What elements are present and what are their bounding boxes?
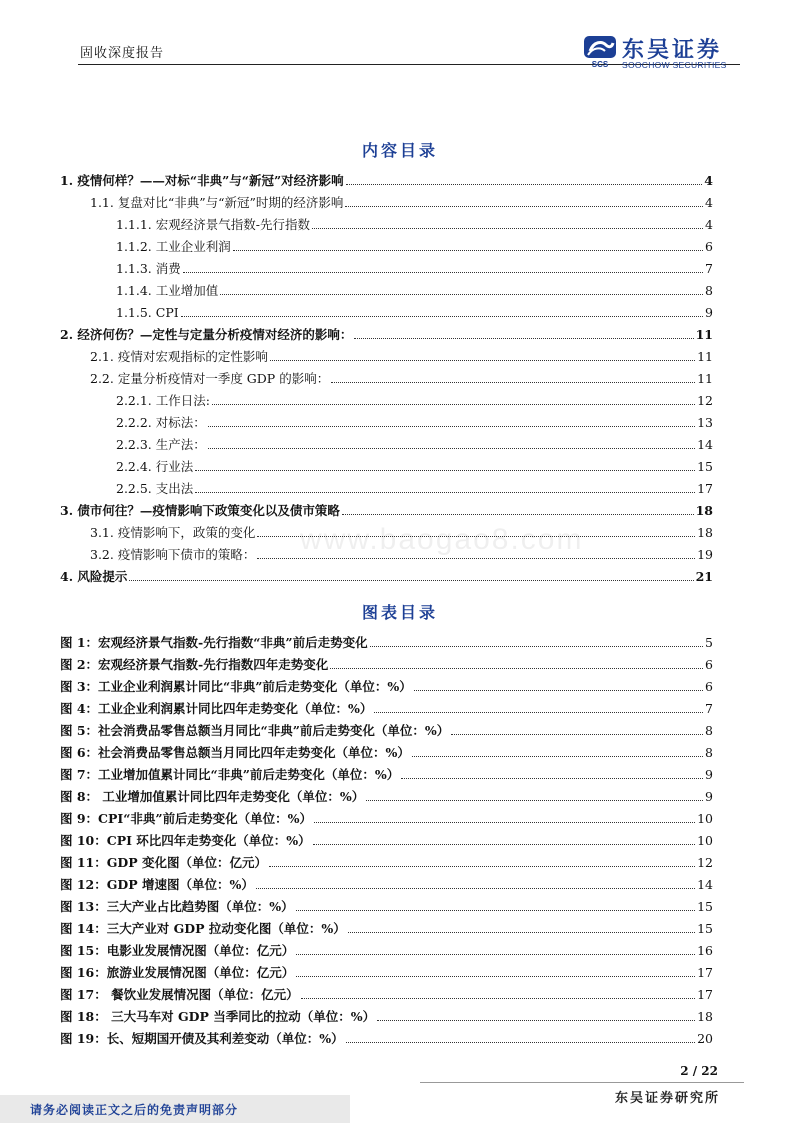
scs-logo-icon (582, 33, 618, 69)
fig-row[interactable] (60, 744, 713, 762)
toc-page: 18 (697, 525, 713, 540)
toc-label: 2.2.3. 生产法： (116, 437, 206, 452)
fig-row[interactable] (60, 766, 713, 784)
fig-label: 图 16：旅游业发展情况图（单位：亿元） (60, 965, 295, 980)
toc-row[interactable] (116, 260, 713, 278)
fig-page: 9 (705, 789, 713, 804)
fig-page: 18 (697, 1009, 713, 1024)
toc-label: 3.1. 疫情影响下，政策的变化 (90, 525, 256, 540)
fig-page: 16 (697, 943, 713, 958)
fig-label: 图 4：工业企业利润累计同比四年走势变化（单位：%） (60, 701, 373, 716)
fig-row[interactable] (60, 810, 713, 828)
brand-abbr: SCS (591, 60, 609, 69)
toc-label: 3.2. 疫情影响下债市的策略： (90, 547, 256, 562)
brand-name-en: SOOCHOW SECURITIES (622, 60, 727, 70)
toc-label: 1.1.1. 宏观经济景气指数-先行指数 (116, 217, 310, 232)
fig-label: 图 2：宏观经济景气指数-先行指数四年走势变化 (60, 657, 329, 672)
fig-row[interactable] (60, 876, 713, 894)
fig-label: 图 3：工业企业利润累计同比“非典”前后走势变化（单位：%） (60, 679, 412, 694)
toc-row[interactable] (116, 282, 713, 300)
fig-label: 图 7：工业增加值累计同比“非典”前后走势变化（单位：%） (60, 767, 400, 782)
fig-label: 图 18： 三大马车对 GDP 当季同比的拉动（单位：%） (60, 1009, 376, 1024)
footer-divider (420, 1082, 744, 1083)
fig-row[interactable] (60, 854, 713, 872)
toc-page: 4 (705, 217, 713, 232)
fig-label: 图 9：CPI“非典”前后走势变化（单位：%） (60, 811, 313, 826)
fig-row[interactable] (60, 722, 713, 740)
brand-logo (582, 33, 752, 73)
toc-label: 1.1.4. 工业增加值 (116, 283, 219, 298)
toc-title: 内容目录 (361, 141, 438, 160)
toc-row[interactable] (116, 216, 713, 234)
fig-page: 15 (697, 899, 713, 914)
toc-page: 11 (697, 371, 713, 386)
toc-label: 1.1.2. 工业企业利润 (116, 239, 231, 254)
toc-page: 14 (697, 437, 713, 452)
fig-page: 6 (705, 657, 713, 672)
toc-label: 2.2.5. 支出法 (116, 481, 194, 496)
toc-label: 1. 疫情何样？——对标“非典”与“新冠”对经济影响 (60, 173, 344, 188)
fig-page: 6 (705, 679, 713, 694)
toc-page: 17 (697, 481, 713, 496)
toc-row[interactable] (116, 304, 713, 322)
toc-page: 7 (705, 261, 713, 276)
toc-page: 8 (705, 283, 713, 298)
fig-page: 5 (705, 635, 713, 650)
toc-row[interactable] (116, 414, 713, 432)
fig-page: 8 (705, 723, 713, 738)
fig-row[interactable] (60, 634, 713, 652)
fig-label: 图 12：GDP 增速图（单位：%） (60, 877, 254, 892)
toc-page: 18 (695, 503, 713, 518)
fig-page: 10 (697, 833, 713, 848)
institute-name: 东吴证券研究所 (614, 1091, 720, 1106)
toc-page: 12 (697, 393, 713, 408)
fig-row[interactable] (60, 964, 713, 982)
fig-label: 图 17： 餐饮业发展情况图（单位：亿元） (60, 987, 299, 1002)
fig-page: 17 (697, 965, 713, 980)
fig-page: 17 (697, 987, 713, 1002)
watermark: www.baogao8.com (300, 523, 584, 556)
fig-label: 图 15：电影业发展情况图（单位：亿元） (60, 943, 295, 958)
toc-row[interactable] (90, 370, 713, 388)
fig-label: 图 1：宏观经济景气指数-先行指数“非典”前后走势变化 (60, 635, 368, 650)
report-type: 固收深度报告 (80, 46, 165, 61)
toc-row[interactable] (90, 348, 713, 366)
fig-label: 图 10：CPI 环比四年走势变化（单位：%） (60, 833, 311, 848)
fig-label: 图 5：社会消费品零售总额当月同比“非典”前后走势变化（单位：%） (60, 723, 450, 738)
fig-page: 8 (705, 745, 713, 760)
toc-label: 4. 风险提示 (60, 569, 128, 584)
toc-label: 1.1.5. CPI (116, 305, 179, 320)
fig-page: 9 (705, 767, 713, 782)
toc-row[interactable] (60, 326, 713, 344)
fig-label: 图 14：三大产业对 GDP 拉动变化图（单位：%） (60, 921, 346, 936)
toc-label: 2.2.4. 行业法 (116, 459, 194, 474)
fig-page: 15 (697, 921, 713, 936)
fig-row[interactable] (60, 1030, 713, 1048)
toc-row[interactable] (116, 458, 713, 476)
fig-row[interactable] (60, 832, 713, 850)
fig-label: 图 11：GDP 变化图（单位：亿元） (60, 855, 268, 870)
toc-page: 9 (705, 305, 713, 320)
fig-page: 7 (705, 701, 713, 716)
fig-row[interactable] (60, 1008, 713, 1026)
toc-row[interactable] (116, 238, 713, 256)
toc-page: 19 (697, 547, 713, 562)
brand-name-cn: 东吴证券 (622, 38, 723, 63)
toc-row[interactable] (60, 502, 713, 520)
toc-page: 4 (704, 173, 713, 188)
toc-page: 11 (695, 327, 713, 342)
toc-row[interactable] (60, 172, 713, 190)
fig-label: 图 19：长、短期国开债及其利差变动（单位：%） (60, 1031, 344, 1046)
fig-label: 图 13：三大产业占比趋势图（单位：%） (60, 899, 294, 914)
fig-page: 12 (697, 855, 713, 870)
fig-page: 20 (697, 1031, 713, 1046)
toc-label: 2. 经济何伤？—定性与定量分析疫情对经济的影响： (60, 327, 353, 342)
toc-page: 4 (705, 195, 713, 210)
page-number: 2 / 22 (680, 1064, 718, 1078)
toc-row[interactable] (60, 568, 713, 586)
fig-page: 10 (697, 811, 713, 826)
disclaimer-link[interactable]: 请务必阅读正文之后的免责声明部分 (30, 1103, 239, 1117)
toc-page: 21 (695, 569, 713, 584)
fig-row[interactable] (60, 678, 713, 696)
fig-row[interactable] (60, 920, 713, 938)
fig-label: 图 8： 工业增加值累计同比四年走势变化（单位：%） (60, 789, 365, 804)
fig-row[interactable] (60, 942, 713, 960)
toc-page: 15 (697, 459, 713, 474)
toc-label: 1.1. 复盘对比“非典”与“新冠”时期的经济影响 (90, 195, 344, 210)
fig-row[interactable] (60, 898, 713, 916)
fig-title: 图表目录 (361, 603, 438, 622)
toc-row[interactable] (116, 436, 713, 454)
fig-row[interactable] (60, 656, 713, 674)
fig-row[interactable] (60, 788, 713, 806)
toc-row[interactable] (90, 194, 713, 212)
toc-page: 13 (697, 415, 713, 430)
toc-label: 1.1.3. 消费 (116, 261, 181, 276)
fig-row[interactable] (60, 700, 713, 718)
toc-label: 2.1. 疫情对宏观指标的定性影响 (90, 349, 268, 364)
fig-label: 图 6：社会消费品零售总额当月同比四年走势变化（单位：%） (60, 745, 410, 760)
toc-label: 2.2.2. 对标法： (116, 415, 206, 430)
toc-row[interactable] (116, 392, 713, 410)
fig-row[interactable] (60, 986, 713, 1004)
toc-page: 11 (697, 349, 713, 364)
toc-label: 2.2.1. 工作日法: (116, 393, 210, 408)
toc-page: 6 (705, 239, 713, 254)
toc-label: 3. 债市何往？—疫情影响下政策变化以及债市策略 (60, 503, 340, 518)
toc-label: 2.2. 定量分析疫情对一季度 GDP 的影响： (90, 371, 330, 386)
toc-row[interactable] (116, 480, 713, 498)
fig-page: 14 (697, 877, 713, 892)
